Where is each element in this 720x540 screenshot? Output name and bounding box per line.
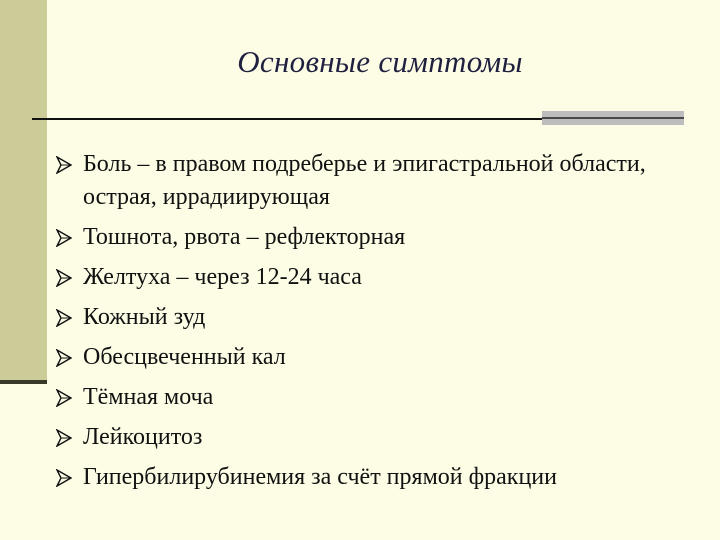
list-item xyxy=(56,148,706,214)
list-item xyxy=(56,381,706,414)
arrowhead-bullet-icon xyxy=(56,349,72,367)
symptom-list xyxy=(56,148,706,501)
title-divider xyxy=(32,118,542,120)
list-item-text: Обесцвеченный кал xyxy=(83,344,286,370)
list-item xyxy=(56,221,706,254)
list-item-text: Кожный зуд xyxy=(83,304,206,330)
list-item-text: Гипербилирубинемия за счёт прямой фракции xyxy=(83,464,557,490)
arrowhead-bullet-icon xyxy=(56,309,72,327)
list-item-text: Тёмная моча xyxy=(83,384,214,410)
sidebar-accent-line xyxy=(0,380,47,384)
list-item xyxy=(56,261,706,294)
list-item-text: Желтуха – через 12-24 часа xyxy=(83,264,362,290)
arrowhead-bullet-icon xyxy=(56,229,72,247)
title-divider-block-line xyxy=(542,117,684,119)
list-item xyxy=(56,461,706,494)
list-item xyxy=(56,421,706,454)
list-item-text: Боль – в правом подреберье и эпигастральной области, острая, иррадиирующая xyxy=(83,151,646,210)
arrowhead-bullet-icon xyxy=(56,156,72,174)
arrowhead-bullet-icon xyxy=(56,429,72,447)
list-item xyxy=(56,301,706,334)
arrowhead-bullet-icon xyxy=(56,269,72,287)
arrowhead-bullet-icon xyxy=(56,389,72,407)
list-item xyxy=(56,341,706,374)
arrowhead-bullet-icon xyxy=(56,469,72,487)
slide-title: Основные симптомы xyxy=(237,44,523,79)
list-item-text: Лейкоцитоз xyxy=(83,424,203,450)
list-item-text: Тошнота, рвота – рефлекторная xyxy=(83,224,406,250)
